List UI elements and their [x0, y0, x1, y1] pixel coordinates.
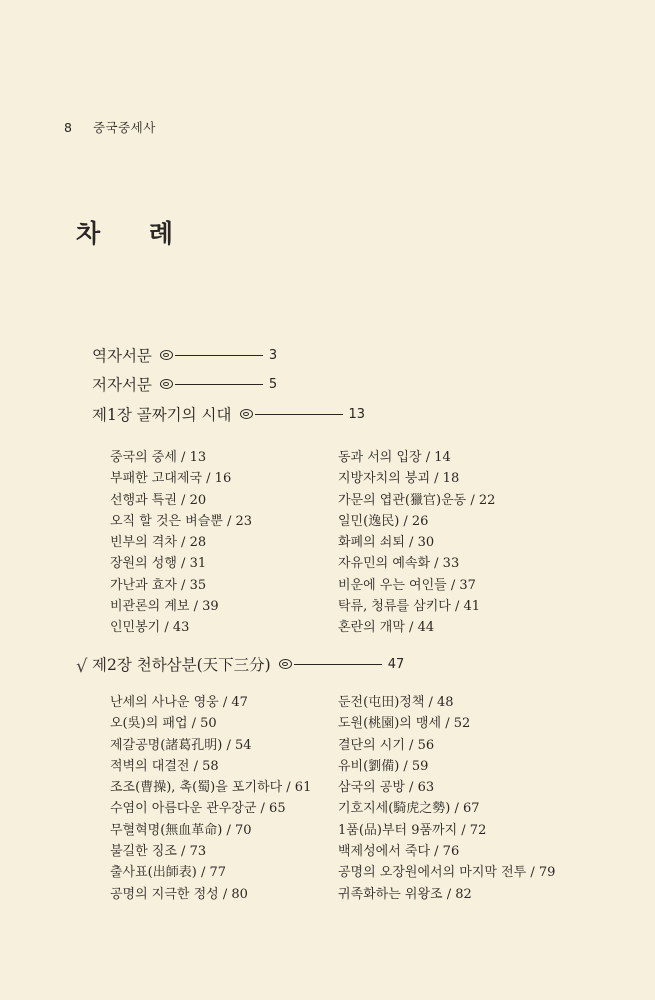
section-item[interactable]: 출사표(出師表) / 77 [110, 865, 227, 881]
section-item[interactable]: 인민봉기 / 43 [110, 620, 190, 636]
book-title: 중국중세사 [92, 120, 156, 135]
section-item[interactable]: 도원(桃園)의 맹세 / 52 [338, 716, 471, 732]
leader-line [255, 414, 343, 415]
toc-entry-author-preface[interactable] [92, 373, 277, 395]
section-item[interactable]: 조조(曹操), 촉(蜀)을 포기하다 / 61 [110, 780, 312, 796]
chapter-heading-label: 제2장 천하삼분(天下三分) [92, 656, 271, 674]
section-item[interactable]: 일민(逸民) / 26 [338, 513, 429, 529]
section-item[interactable]: 난세의 사나운 영웅 / 47 [110, 695, 248, 710]
ornament-icon [240, 409, 253, 419]
leader-line [175, 355, 263, 356]
section-item[interactable]: 자유민의 예속화 / 33 [338, 556, 460, 572]
ornament-icon [160, 350, 173, 360]
section-item[interactable]: 제갈공명(諸葛孔明) / 54 [110, 737, 252, 753]
section-item[interactable]: 유비(劉備) / 59 [338, 758, 429, 774]
section-item[interactable]: 삼국의 공방 / 63 [338, 780, 435, 796]
chapter-2-left-column [110, 692, 311, 905]
section-item[interactable]: 귀족화하는 위왕조 / 82 [338, 886, 472, 902]
section-item[interactable]: 가문의 엽관(獵官)운동 / 22 [338, 492, 496, 508]
section-item[interactable]: 비관론의 계보 / 39 [110, 599, 219, 615]
chapter-2-right-column [338, 692, 555, 905]
section-item[interactable]: 기호지세(騎虎之勢) / 67 [338, 801, 480, 817]
section-item[interactable]: 공명의 지극한 정성 / 80 [110, 886, 248, 902]
check-mark-icon: √ [76, 656, 88, 677]
toc-entry-translator-preface[interactable] [92, 344, 277, 366]
chapter-1-right-column [338, 447, 495, 639]
section-item[interactable]: 화폐의 쇠퇴 / 30 [338, 535, 435, 551]
toc-entry-page: 5 [268, 376, 278, 392]
ornament-icon [279, 659, 292, 669]
section-item[interactable]: 부패한 고대제국 / 16 [110, 471, 232, 487]
section-item[interactable]: 둔전(屯田)정책 / 48 [338, 695, 454, 710]
section-item[interactable]: 오직 할 것은 벼슬뿐 / 23 [110, 513, 253, 529]
toc-entry-page: 3 [268, 347, 278, 363]
section-item[interactable]: 불길한 징조 / 73 [110, 844, 207, 860]
section-item[interactable]: 장원의 성행 / 31 [110, 556, 207, 572]
section-item[interactable]: 적벽의 대결전 / 58 [110, 758, 219, 774]
toc-title: 차 례 [76, 219, 194, 248]
section-item[interactable]: 탁류, 청류를 삼키다 / 41 [338, 599, 481, 615]
section-item[interactable]: 공명의 오장원에서의 마지막 전투 / 79 [338, 865, 556, 881]
section-item[interactable]: 오(吳)의 패업 / 50 [110, 716, 217, 732]
section-item[interactable]: 1품(品)부터 9품까지 / 72 [338, 822, 487, 838]
section-item[interactable]: 무혈혁명(無血革命) / 70 [110, 822, 252, 838]
chapter-heading-page: 13 [348, 406, 366, 422]
section-item[interactable]: 결단의 시기 / 56 [338, 737, 435, 753]
toc-chapter-1-heading[interactable] [92, 403, 365, 425]
leader-line [294, 664, 382, 665]
page-number: 8 [64, 120, 73, 135]
leader-line [175, 384, 263, 385]
running-head [64, 118, 156, 136]
ornament-icon [160, 379, 173, 389]
section-item[interactable]: 백제성에서 죽다 / 76 [338, 844, 460, 860]
section-item[interactable]: 빈부의 격차 / 28 [110, 535, 207, 551]
section-item[interactable]: 혼란의 개막 / 44 [338, 620, 435, 636]
chapter-heading-page: 47 [387, 656, 405, 672]
toc-chapter-2-heading[interactable] [92, 653, 404, 675]
section-item[interactable]: 중국의 중세 / 13 [110, 450, 207, 465]
chapter-heading-label: 제1장 골짜기의 시대 [92, 406, 232, 424]
section-item[interactable]: 수염이 아름다운 관우장군 / 65 [110, 801, 286, 817]
toc-entry-label: 역자서문 [92, 347, 152, 365]
section-item[interactable]: 가난과 효자 / 35 [110, 577, 207, 593]
section-item[interactable]: 비운에 우는 여인들 / 37 [338, 577, 476, 593]
chapter-1-left-column [110, 447, 252, 639]
section-item[interactable]: 동과 서의 입장 / 14 [338, 450, 451, 465]
section-item[interactable]: 선행과 특권 / 20 [110, 492, 207, 508]
toc-entry-label: 저자서문 [92, 376, 152, 394]
section-item[interactable]: 지방자치의 붕괴 / 18 [338, 471, 460, 487]
